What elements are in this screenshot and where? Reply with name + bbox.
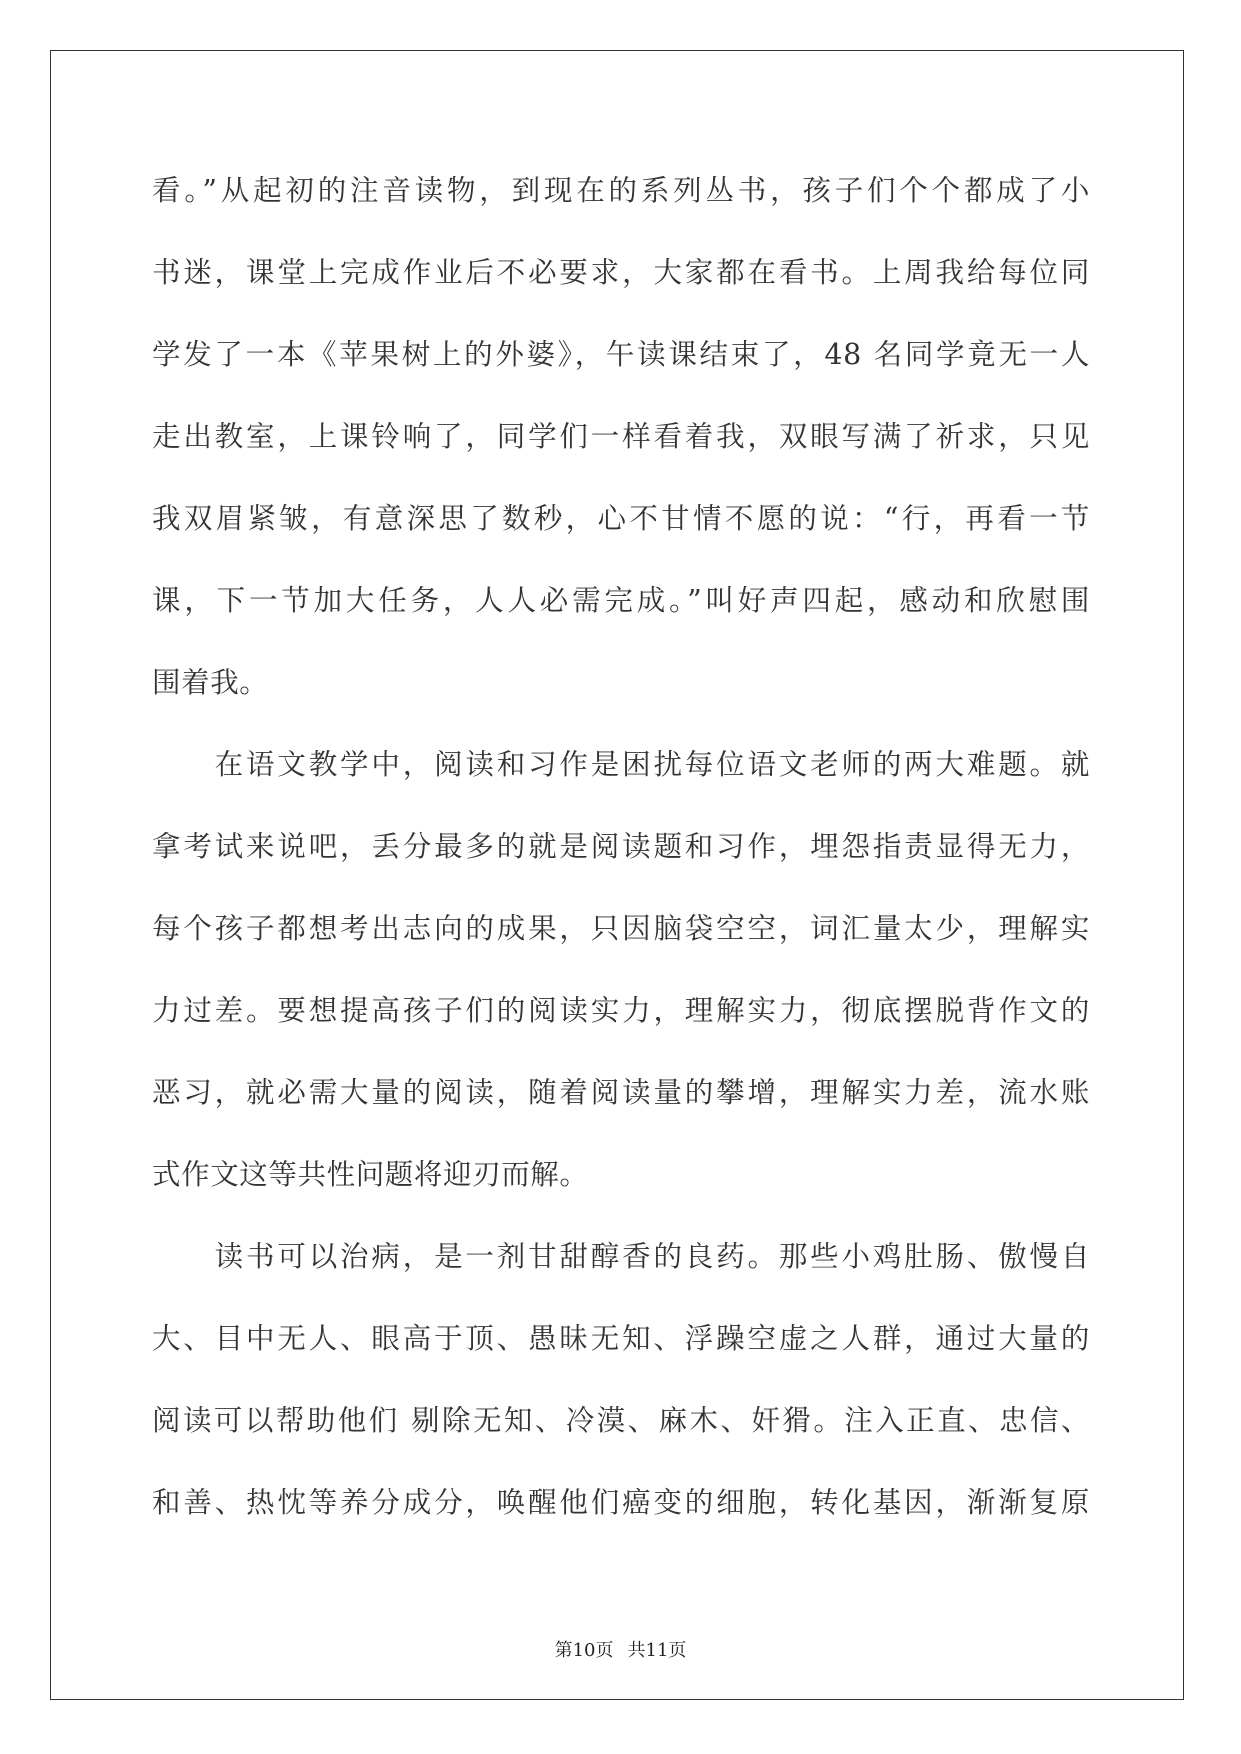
- page-total: 共11页: [627, 1640, 687, 1661]
- text-line: 读书可以治病，是一剂甘甜醇香的良药。那些小鸡肚肠、傲慢自: [152, 1240, 1090, 1273]
- text-line: 和善、热忱等养分成分，唤醒他们癌变的细胞，转化基因，渐渐复原: [152, 1486, 1090, 1519]
- text-line: 看。”从起初的注音读物，到现在的系列丛书，孩子们个个都成了小: [152, 174, 1090, 207]
- page-footer: [0, 1636, 1241, 1662]
- text-line: 每个孩子都想考出志向的成果，只因脑袋空空，词汇量太少，理解实: [152, 912, 1090, 945]
- text-line: 阅读可以帮助他们 剔除无知、冷漠、麻木、奸猾。注入正直、忠信、: [152, 1404, 1090, 1437]
- text-line: 在语文教学中，阅读和习作是困扰每位语文老师的两大难题。就: [152, 748, 1090, 781]
- text-line: 恶习，就必需大量的阅读，随着阅读量的攀增，理解实力差，流水账: [152, 1076, 1090, 1109]
- text-line: 课，下一节加大任务，人人必需完成。”叫好声四起，感动和欣慰围: [152, 584, 1090, 617]
- text-line: 书迷，课堂上完成作业后不必要求，大家都在看书。上周我给每位同: [152, 256, 1090, 289]
- text-line: 式作文这等共性问题将迎刃而解。: [152, 1158, 589, 1191]
- text-line: 力过差。要想提高孩子们的阅读实力，理解实力，彻底摆脱背作文的: [152, 994, 1090, 1027]
- page-number: 第10页: [554, 1640, 614, 1661]
- text-line: 学发了一本《苹果树上的外婆》，午读课结束了，48 名同学竟无一人: [152, 338, 1090, 371]
- text-line: 我双眉紧皱，有意深思了数秒，心不甘情不愿的说：“行，再看一节: [152, 502, 1090, 535]
- document-body: [152, 150, 1090, 1544]
- text-line: 拿考试来说吧，丢分最多的就是阅读题和习作，埋怨指责显得无力，: [152, 830, 1090, 863]
- text-line: 围着我。: [152, 666, 269, 699]
- text-line: 大、目中无人、眼高于顶、愚昧无知、浮躁空虚之人群，通过大量的: [152, 1322, 1090, 1355]
- text-line: 走出教室，上课铃响了，同学们一样看着我，双眼写满了祈求，只见: [152, 420, 1090, 453]
